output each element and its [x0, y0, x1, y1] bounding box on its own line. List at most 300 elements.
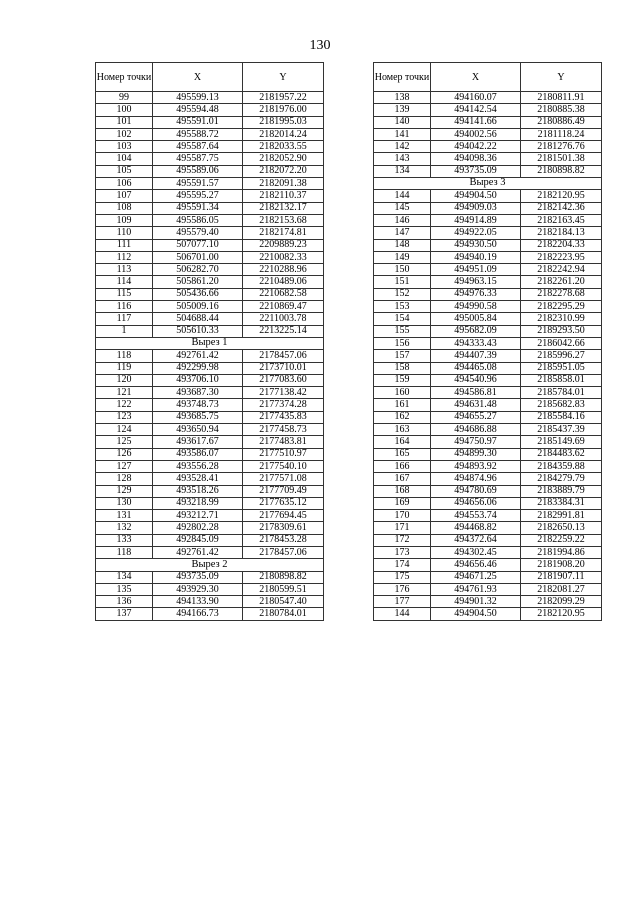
cell-y: 2181976.00 [243, 104, 324, 116]
cell-point-number: 144 [374, 608, 431, 620]
table-row [374, 362, 602, 374]
table-row [96, 239, 324, 251]
header-x: X [153, 63, 243, 92]
cell-y: 2178309.61 [243, 522, 324, 534]
cell-point-number: 177 [374, 596, 431, 608]
cell-x: 494655.27 [431, 411, 521, 423]
cell-y: 2177510.97 [243, 448, 324, 460]
cell-y: 2177571.08 [243, 473, 324, 485]
table-row [374, 92, 602, 104]
cell-x: 493212.71 [153, 510, 243, 522]
cell-point-number: 129 [96, 485, 153, 497]
cell-point-number: 142 [374, 141, 431, 153]
cell-y: 2182081.27 [521, 583, 602, 595]
cell-x: 493735.09 [153, 571, 243, 583]
table-row [374, 387, 602, 399]
table-row [96, 202, 324, 214]
cell-x: 494302.45 [431, 546, 521, 558]
table-row [96, 128, 324, 140]
cell-y: 2185437.39 [521, 424, 602, 436]
cell-x: 505861.20 [153, 276, 243, 288]
cell-point-number: 102 [96, 128, 153, 140]
cell-x: 495594.48 [153, 104, 243, 116]
cell-x: 493929.30 [153, 583, 243, 595]
cell-point-number: 146 [374, 214, 431, 226]
table-row [96, 534, 324, 546]
cell-y: 2177694.45 [243, 510, 324, 522]
table-row [374, 276, 602, 288]
cell-x: 493748.73 [153, 399, 243, 411]
cell-x: 493617.67 [153, 436, 243, 448]
table-row [374, 534, 602, 546]
cell-y: 2177635.12 [243, 497, 324, 509]
cell-point-number: 134 [374, 165, 431, 177]
cell-point-number: 145 [374, 202, 431, 214]
cell-point-number: 121 [96, 387, 153, 399]
table-row [374, 596, 602, 608]
table-row [96, 325, 324, 337]
cell-point-number: 139 [374, 104, 431, 116]
cell-x: 495586.05 [153, 214, 243, 226]
table-row [96, 104, 324, 116]
cell-x: 494914.89 [431, 214, 521, 226]
cell-point-number: 113 [96, 264, 153, 276]
table-row [96, 596, 324, 608]
cell-point-number: 163 [374, 424, 431, 436]
cell-y: 2177540.10 [243, 460, 324, 472]
cell-y: 2180547.40 [243, 596, 324, 608]
cell-y: 2185584.16 [521, 411, 602, 423]
table-row [96, 411, 324, 423]
cell-point-number: 162 [374, 411, 431, 423]
cell-y: 2182174.81 [243, 227, 324, 239]
table-row [96, 522, 324, 534]
cell-point-number: 143 [374, 153, 431, 165]
cell-y: 2181994.86 [521, 546, 602, 558]
table-row [374, 313, 602, 325]
cell-x: 492761.42 [153, 350, 243, 362]
header-x: X [431, 63, 521, 92]
section-row [96, 559, 324, 571]
cell-point-number: 106 [96, 178, 153, 190]
table-row [374, 411, 602, 423]
cell-y: 2177374.28 [243, 399, 324, 411]
cell-y: 2180599.51 [243, 583, 324, 595]
cell-x: 495005.84 [431, 313, 521, 325]
cell-y: 2184279.79 [521, 473, 602, 485]
cell-y: 2178457.06 [243, 350, 324, 362]
table-row [374, 301, 602, 313]
cell-y: 2210682.58 [243, 288, 324, 300]
cell-x: 494166.73 [153, 608, 243, 620]
table-row [96, 374, 324, 386]
cell-point-number: 169 [374, 497, 431, 509]
cell-x: 494333.43 [431, 337, 521, 349]
cell-y: 2182099.29 [521, 596, 602, 608]
cell-point-number: 119 [96, 362, 153, 374]
cell-point-number: 1 [96, 325, 153, 337]
table-row [96, 276, 324, 288]
cell-point-number: 140 [374, 116, 431, 128]
header-point-number: Номер точки [96, 63, 153, 92]
table-row [374, 510, 602, 522]
cell-y: 2210082.33 [243, 251, 324, 263]
table-row [374, 227, 602, 239]
cell-y: 2189293.50 [521, 325, 602, 337]
cell-x: 494465.08 [431, 362, 521, 374]
cell-x: 494540.96 [431, 374, 521, 386]
table-row [374, 153, 602, 165]
table-row [374, 128, 602, 140]
cell-x: 494686.88 [431, 424, 521, 436]
cell-y: 2182991.81 [521, 510, 602, 522]
cell-x: 495591.34 [153, 202, 243, 214]
cell-point-number: 153 [374, 301, 431, 313]
cell-y: 2180898.82 [521, 165, 602, 177]
cell-x: 504688.44 [153, 313, 243, 325]
table-row [96, 473, 324, 485]
cell-x: 494468.82 [431, 522, 521, 534]
table-row [96, 227, 324, 239]
cell-point-number: 105 [96, 165, 153, 177]
cell-x: 494930.50 [431, 239, 521, 251]
cell-y: 2210869.47 [243, 301, 324, 313]
cell-point-number: 112 [96, 251, 153, 263]
table-row [96, 485, 324, 497]
table-row [96, 571, 324, 583]
cell-y: 2182110.37 [243, 190, 324, 202]
cell-point-number: 127 [96, 460, 153, 472]
cell-point-number: 164 [374, 436, 431, 448]
cell-x: 494963.15 [431, 276, 521, 288]
cell-y: 2180811.91 [521, 92, 602, 104]
cell-x: 494133.90 [153, 596, 243, 608]
cell-point-number: 161 [374, 399, 431, 411]
cell-point-number: 141 [374, 128, 431, 140]
page-number: 130 [309, 38, 331, 53]
cell-x: 505009.16 [153, 301, 243, 313]
cell-y: 2213225.14 [243, 325, 324, 337]
cell-y: 2183889.79 [521, 485, 602, 497]
cell-y: 2182242.94 [521, 264, 602, 276]
table-row [96, 165, 324, 177]
table-row [374, 251, 602, 263]
cell-x: 495591.57 [153, 178, 243, 190]
cell-y: 2185858.01 [521, 374, 602, 386]
cell-y: 2173710.01 [243, 362, 324, 374]
cell-x: 492299.98 [153, 362, 243, 374]
cell-x: 494750.97 [431, 436, 521, 448]
cell-point-number: 134 [96, 571, 153, 583]
table-row [374, 608, 602, 620]
cell-y: 2181501.38 [521, 153, 602, 165]
cell-y: 2181118.24 [521, 128, 602, 140]
cell-x: 493218.99 [153, 497, 243, 509]
cell-y: 2180784.01 [243, 608, 324, 620]
table-row [374, 546, 602, 558]
cell-x: 506282.70 [153, 264, 243, 276]
cell-y: 2181908.20 [521, 559, 602, 571]
table-row [374, 116, 602, 128]
coordinates-table-left [95, 62, 324, 621]
table-row [374, 350, 602, 362]
table-row [374, 485, 602, 497]
cell-x: 494141.66 [431, 116, 521, 128]
cell-y: 2181995.03 [243, 116, 324, 128]
cell-x: 495588.72 [153, 128, 243, 140]
cell-y: 2182223.95 [521, 251, 602, 263]
cell-x: 493650.94 [153, 424, 243, 436]
cell-x: 495587.75 [153, 153, 243, 165]
cell-y: 2185149.69 [521, 436, 602, 448]
cell-x: 493687.30 [153, 387, 243, 399]
cell-y: 2184359.88 [521, 460, 602, 472]
table-row [374, 337, 602, 349]
cell-point-number: 117 [96, 313, 153, 325]
table-row [96, 116, 324, 128]
table-row [96, 583, 324, 595]
cell-y: 2185682.83 [521, 399, 602, 411]
table-row [374, 288, 602, 300]
cell-y: 2182153.68 [243, 214, 324, 226]
cell-point-number: 116 [96, 301, 153, 313]
cell-point-number: 174 [374, 559, 431, 571]
cell-point-number: 107 [96, 190, 153, 202]
cell-point-number: 168 [374, 485, 431, 497]
cell-point-number: 155 [374, 325, 431, 337]
table-row [96, 362, 324, 374]
section-title: Вырез 1 [96, 337, 324, 349]
table-row [96, 510, 324, 522]
cell-point-number: 158 [374, 362, 431, 374]
cell-point-number: 167 [374, 473, 431, 485]
cell-x: 495595.27 [153, 190, 243, 202]
cell-y: 2182033.55 [243, 141, 324, 153]
cell-point-number: 160 [374, 387, 431, 399]
table-row [374, 460, 602, 472]
cell-x: 494002.56 [431, 128, 521, 140]
cell-y: 2210489.06 [243, 276, 324, 288]
cell-point-number: 157 [374, 350, 431, 362]
cell-x: 494407.39 [431, 350, 521, 362]
cell-point-number: 176 [374, 583, 431, 595]
cell-point-number: 108 [96, 202, 153, 214]
cell-x: 494631.48 [431, 399, 521, 411]
cell-point-number: 148 [374, 239, 431, 251]
cell-x: 495591.01 [153, 116, 243, 128]
table-row [374, 165, 602, 177]
cell-y: 2182072.20 [243, 165, 324, 177]
cell-point-number: 159 [374, 374, 431, 386]
cell-y: 2181907.11 [521, 571, 602, 583]
cell-x: 493685.75 [153, 411, 243, 423]
table-row [96, 264, 324, 276]
cell-x: 506701.00 [153, 251, 243, 263]
cell-point-number: 172 [374, 534, 431, 546]
header-y: Y [243, 63, 324, 92]
table-header-row [96, 63, 324, 92]
cell-x: 494922.05 [431, 227, 521, 239]
cell-x: 492761.42 [153, 546, 243, 558]
cell-point-number: 120 [96, 374, 153, 386]
cell-point-number: 109 [96, 214, 153, 226]
table-row [96, 153, 324, 165]
cell-x: 494904.50 [431, 190, 521, 202]
cell-point-number: 131 [96, 510, 153, 522]
cell-point-number: 104 [96, 153, 153, 165]
cell-y: 2182120.95 [521, 190, 602, 202]
cell-y: 2182310.99 [521, 313, 602, 325]
cell-y: 2182120.95 [521, 608, 602, 620]
section-row [96, 337, 324, 349]
table-row [96, 251, 324, 263]
cell-x: 505610.33 [153, 325, 243, 337]
cell-point-number: 165 [374, 448, 431, 460]
cell-point-number: 152 [374, 288, 431, 300]
table-header-row [374, 63, 602, 92]
cell-x: 493735.09 [431, 165, 521, 177]
section-title: Вырез 2 [96, 559, 324, 571]
cell-x: 493518.26 [153, 485, 243, 497]
cell-y: 2182295.29 [521, 301, 602, 313]
cell-point-number: 144 [374, 190, 431, 202]
cell-x: 494940.19 [431, 251, 521, 263]
table-row [374, 104, 602, 116]
cell-y: 2177458.73 [243, 424, 324, 436]
cell-point-number: 123 [96, 411, 153, 423]
cell-x: 493556.28 [153, 460, 243, 472]
table-row [96, 350, 324, 362]
cell-y: 2177483.81 [243, 436, 324, 448]
table-row [374, 214, 602, 226]
table-row [96, 92, 324, 104]
table-row [374, 239, 602, 251]
cell-point-number: 166 [374, 460, 431, 472]
cell-point-number: 99 [96, 92, 153, 104]
cell-point-number: 138 [374, 92, 431, 104]
cell-point-number: 135 [96, 583, 153, 595]
cell-x: 494904.50 [431, 608, 521, 620]
table-row [96, 288, 324, 300]
table-row [374, 571, 602, 583]
cell-x: 494656.06 [431, 497, 521, 509]
cell-x: 494142.54 [431, 104, 521, 116]
cell-y: 2177435.83 [243, 411, 324, 423]
cell-y: 2182261.20 [521, 276, 602, 288]
cell-x: 494780.69 [431, 485, 521, 497]
cell-y: 2184483.62 [521, 448, 602, 460]
cell-x: 494951.09 [431, 264, 521, 276]
cell-x: 495589.06 [153, 165, 243, 177]
cell-point-number: 118 [96, 546, 153, 558]
cell-y: 2210288.96 [243, 264, 324, 276]
cell-point-number: 115 [96, 288, 153, 300]
cell-x: 495587.64 [153, 141, 243, 153]
cell-x: 494042.22 [431, 141, 521, 153]
cell-point-number: 114 [96, 276, 153, 288]
table-row [96, 313, 324, 325]
table-row [374, 522, 602, 534]
cell-point-number: 149 [374, 251, 431, 263]
cell-point-number: 150 [374, 264, 431, 276]
cell-y: 2181276.76 [521, 141, 602, 153]
cell-y: 2186042.66 [521, 337, 602, 349]
table-row [374, 264, 602, 276]
cell-point-number: 136 [96, 596, 153, 608]
cell-x: 494899.30 [431, 448, 521, 460]
cell-x: 494656.46 [431, 559, 521, 571]
cell-y: 2209889.23 [243, 239, 324, 251]
cell-y: 2211003.78 [243, 313, 324, 325]
table-row [96, 141, 324, 153]
cell-y: 2185996.27 [521, 350, 602, 362]
cell-x: 494098.36 [431, 153, 521, 165]
table-row [374, 497, 602, 509]
cell-y: 2180885.38 [521, 104, 602, 116]
table-row [374, 374, 602, 386]
header-point-number: Номер точки [374, 63, 431, 92]
table-row [374, 436, 602, 448]
cell-point-number: 137 [96, 608, 153, 620]
table-row [96, 460, 324, 472]
cell-y: 2177138.42 [243, 387, 324, 399]
cell-point-number: 103 [96, 141, 153, 153]
cell-point-number: 132 [96, 522, 153, 534]
cell-point-number: 100 [96, 104, 153, 116]
cell-y: 2178453.28 [243, 534, 324, 546]
cell-x: 495579.40 [153, 227, 243, 239]
cell-x: 495599.13 [153, 92, 243, 104]
table-row [374, 190, 602, 202]
cell-x: 493586.07 [153, 448, 243, 460]
cell-y: 2182091.38 [243, 178, 324, 190]
cell-point-number: 124 [96, 424, 153, 436]
table-row [96, 190, 324, 202]
cell-point-number: 122 [96, 399, 153, 411]
table-row [374, 399, 602, 411]
cell-y: 2182204.33 [521, 239, 602, 251]
cell-y: 2182650.13 [521, 522, 602, 534]
cell-y: 2182132.17 [243, 202, 324, 214]
cell-point-number: 154 [374, 313, 431, 325]
table-row [374, 448, 602, 460]
cell-point-number: 171 [374, 522, 431, 534]
table-row [96, 178, 324, 190]
cell-x: 494553.74 [431, 510, 521, 522]
coordinates-table-right [373, 62, 602, 621]
cell-x: 495682.09 [431, 325, 521, 337]
cell-x: 492845.09 [153, 534, 243, 546]
table-row [96, 387, 324, 399]
cell-x: 494874.96 [431, 473, 521, 485]
table-row [96, 608, 324, 620]
table-row [96, 546, 324, 558]
table-row [96, 436, 324, 448]
cell-x: 494976.33 [431, 288, 521, 300]
cell-y: 2181957.22 [243, 92, 324, 104]
cell-x: 494909.03 [431, 202, 521, 214]
cell-x: 494586.81 [431, 387, 521, 399]
table-row [374, 424, 602, 436]
cell-y: 2185951.05 [521, 362, 602, 374]
cell-x: 507077.10 [153, 239, 243, 251]
cell-point-number: 111 [96, 239, 153, 251]
cell-point-number: 156 [374, 337, 431, 349]
cell-y: 2182142.36 [521, 202, 602, 214]
table-row [96, 399, 324, 411]
cell-y: 2180886.49 [521, 116, 602, 128]
cell-point-number: 128 [96, 473, 153, 485]
